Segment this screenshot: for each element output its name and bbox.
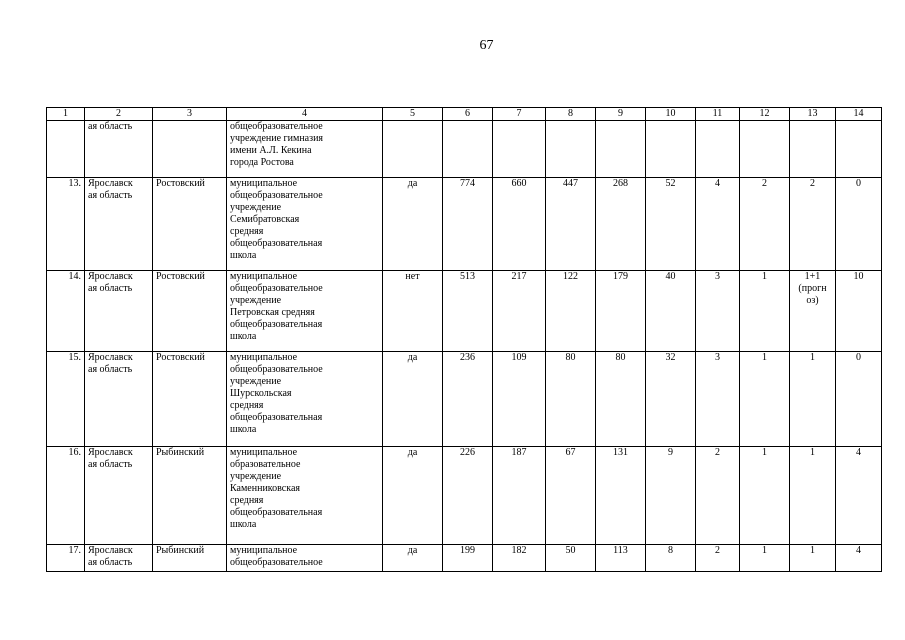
row-number: 14.: [47, 271, 85, 352]
value-cell: 236: [443, 352, 493, 447]
value-cell: 1: [790, 545, 836, 572]
value-cell: [646, 121, 696, 178]
column-header: 2: [85, 108, 153, 121]
value-cell: 179: [596, 271, 646, 352]
value-cell: 774: [443, 178, 493, 271]
table-row: [47, 271, 882, 352]
value-cell: 226: [443, 447, 493, 545]
value-cell: 3: [696, 352, 740, 447]
value-cell: 1+1 (прогн оз): [790, 271, 836, 352]
value-cell: [740, 121, 790, 178]
value-cell: 0: [836, 178, 882, 271]
value-cell: 50: [546, 545, 596, 572]
row-number: 16.: [47, 447, 85, 545]
value-cell: 131: [596, 447, 646, 545]
institution-name-cell: муниципальное общеобразовательное: [227, 545, 383, 572]
region-cell: Ярославск ая область: [85, 271, 153, 352]
value-cell: 182: [493, 545, 546, 572]
value-cell: 2: [696, 447, 740, 545]
district-cell: [153, 121, 227, 178]
value-cell: 2: [790, 178, 836, 271]
institution-name-cell: муниципальное общеобразовательное учреждение Семибратовская средняя общеобразовательная школа: [227, 178, 383, 271]
institution-name-cell: муниципальное образовательное учреждение Каменниковская средняя общеобразовательная школа: [227, 447, 383, 545]
value-cell: 199: [443, 545, 493, 572]
district-cell: Ростовский: [153, 178, 227, 271]
value-cell: [493, 121, 546, 178]
column-header: 12: [740, 108, 790, 121]
column-header: 13: [790, 108, 836, 121]
region-cell: ая область: [85, 121, 153, 178]
header-row: [47, 108, 882, 121]
district-cell: Ростовский: [153, 271, 227, 352]
value-cell: да: [383, 545, 443, 572]
value-cell: 1: [790, 352, 836, 447]
value-cell: 3: [696, 271, 740, 352]
value-cell: 80: [596, 352, 646, 447]
page-number: 67: [479, 38, 494, 53]
value-cell: нет: [383, 271, 443, 352]
value-cell: [546, 121, 596, 178]
district-cell: Рыбинский: [153, 447, 227, 545]
value-cell: 268: [596, 178, 646, 271]
value-cell: 40: [646, 271, 696, 352]
value-cell: 447: [546, 178, 596, 271]
data-table: [46, 107, 882, 572]
value-cell: 1: [740, 271, 790, 352]
table-row: [47, 178, 882, 271]
column-header: 7: [493, 108, 546, 121]
value-cell: 1: [740, 352, 790, 447]
district-cell: Ростовский: [153, 352, 227, 447]
value-cell: [596, 121, 646, 178]
value-cell: 217: [493, 271, 546, 352]
region-cell: Ярославск ая область: [85, 545, 153, 572]
value-cell: да: [383, 178, 443, 271]
table-row: [47, 121, 882, 178]
column-header: 9: [596, 108, 646, 121]
region-cell: Ярославск ая область: [85, 447, 153, 545]
value-cell: 4: [696, 178, 740, 271]
value-cell: 187: [493, 447, 546, 545]
column-header: 8: [546, 108, 596, 121]
row-number: 13.: [47, 178, 85, 271]
column-header: 3: [153, 108, 227, 121]
institution-name-cell: муниципальное общеобразовательное учреждение Петровская средняя общеобразовательная школа: [227, 271, 383, 352]
value-cell: [696, 121, 740, 178]
value-cell: 4: [836, 447, 882, 545]
value-cell: [443, 121, 493, 178]
table-row: [47, 352, 882, 447]
value-cell: 1: [740, 447, 790, 545]
value-cell: 122: [546, 271, 596, 352]
value-cell: 513: [443, 271, 493, 352]
value-cell: 1: [790, 447, 836, 545]
value-cell: [836, 121, 882, 178]
value-cell: 109: [493, 352, 546, 447]
value-cell: 67: [546, 447, 596, 545]
value-cell: 113: [596, 545, 646, 572]
value-cell: 52: [646, 178, 696, 271]
column-header: 1: [47, 108, 85, 121]
table-row: [47, 447, 882, 545]
value-cell: да: [383, 352, 443, 447]
row-number: 15.: [47, 352, 85, 447]
value-cell: 32: [646, 352, 696, 447]
value-cell: да: [383, 447, 443, 545]
value-cell: 1: [740, 545, 790, 572]
value-cell: 10: [836, 271, 882, 352]
region-cell: Ярославск ая область: [85, 178, 153, 271]
value-cell: 0: [836, 352, 882, 447]
table-row: [47, 545, 882, 572]
column-header: 4: [227, 108, 383, 121]
district-cell: Рыбинский: [153, 545, 227, 572]
value-cell: 8: [646, 545, 696, 572]
institution-name-cell: общеобразовательное учреждение гимназия имени А.Л. Кекина города Ростова: [227, 121, 383, 178]
value-cell: [383, 121, 443, 178]
region-cell: Ярославск ая область: [85, 352, 153, 447]
value-cell: 2: [696, 545, 740, 572]
institution-name-cell: муниципальное общеобразовательное учреждение Шурскольская средняя общеобразовательная школа: [227, 352, 383, 447]
value-cell: 4: [836, 545, 882, 572]
value-cell: 80: [546, 352, 596, 447]
column-header: 6: [443, 108, 493, 121]
value-cell: [790, 121, 836, 178]
value-cell: 660: [493, 178, 546, 271]
value-cell: 2: [740, 178, 790, 271]
value-cell: 9: [646, 447, 696, 545]
row-number: 17.: [47, 545, 85, 572]
column-header: 10: [646, 108, 696, 121]
column-header: 14: [836, 108, 882, 121]
column-header: 5: [383, 108, 443, 121]
column-header: 11: [696, 108, 740, 121]
row-number: [47, 121, 85, 178]
